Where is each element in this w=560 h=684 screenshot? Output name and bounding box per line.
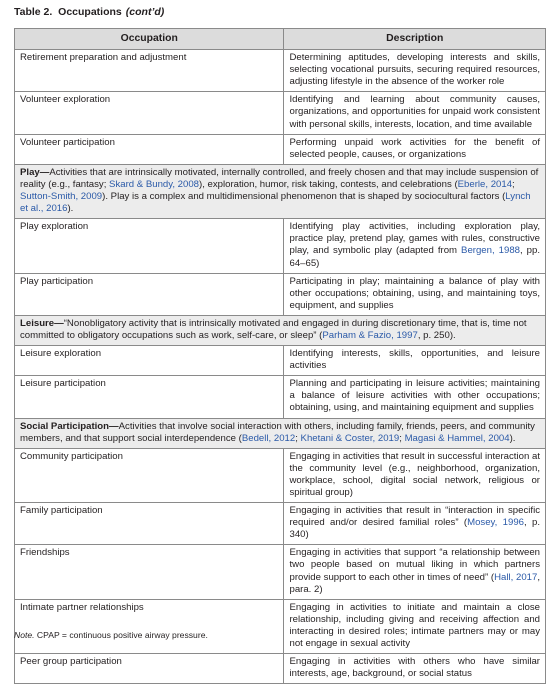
occupation-cell: Leisure exploration (15, 346, 284, 376)
table-row (15, 50, 546, 92)
occupation-cell: Peer group participation (15, 654, 284, 684)
occupation-cell: Volunteer exploration (15, 92, 284, 134)
table-row (15, 503, 546, 545)
description-cell: Engaging in activities that result in successful interaction at the community level (e.g., neighborhood, organization, workplace, school, digital social network, religious or spiritual group) (284, 448, 546, 502)
description-cell: Engaging in activities that support “a relationship between two people based on mutual liking in which partners provide support to each other in times of need” (Hall, 2017, para. 2) (284, 545, 546, 599)
occupation-cell: Play participation (15, 273, 284, 315)
description-header: Description (284, 29, 546, 50)
table-row (15, 346, 546, 376)
description-cell: Engaging in activities with others who have similar interests, age, background, or social status (284, 654, 546, 684)
citation-link[interactable]: Sutton-Smith, 2009 (20, 191, 103, 203)
description-cell: Identifying play activities, including exploration play, practice play, pretend play, games with rules, constructive play, and symbolic play (adapted from Bergen, 1988, pp. 64–65) (284, 219, 546, 273)
description-cell: Engaging in activities that result in “interaction in specific required and/or desired familial roles” (Mosey, 1996, p. 340) (284, 503, 546, 545)
description-cell: Performing unpaid work activities for the benefit of selected people, causes, or organizations (284, 134, 546, 164)
header-row (15, 29, 546, 50)
table-row (15, 273, 546, 315)
note-text: CPAP = continuous positive airway pressure. (34, 630, 208, 640)
occupation-cell: Play exploration (15, 219, 284, 273)
occupation-cell: Leisure participation (15, 376, 284, 418)
occupation-cell: Volunteer participation (15, 134, 284, 164)
occupation-cell: Community participation (15, 448, 284, 502)
table-note (14, 630, 208, 640)
table-caption (14, 6, 164, 18)
section-leisure-label: Leisure— (20, 317, 64, 329)
citation-link[interactable]: Mosey, 1996 (467, 517, 524, 529)
table-row (15, 599, 546, 653)
description-cell: Identifying and learning about community causes, organizations, and opportunities for unpaid work consistent with personal skills, interests, location, and time available (284, 92, 546, 134)
table-row (15, 376, 546, 418)
citation-link[interactable]: Hall, 2017 (494, 571, 538, 583)
section-social-text: Social Participation—Activities that involve social interaction with others, including family, friends, peers, and community members, and that support social interdependence (Bedell, 2012; Khetani & Coster, 2019; Magasi & Hammel, 2004). (15, 418, 546, 448)
occupations-table (14, 28, 546, 684)
occupation-cell: Intimate partner relationships (15, 599, 284, 653)
caption-label: Table 2. (14, 6, 53, 18)
table-row (15, 654, 546, 684)
section-play-text: Play—Activities that are intrinsically motivated, internally controlled, and freely chosen and that may include suspension of reality (e.g., fantasy; Skard & Bundy, 2008), exploration, humor, risk taking, contests, and celebrations (Eberle, 2014; Sutton-Smith, 2009). Play is a complex and multidimensional phenomenon that is shaped by sociocultural factors (Lynch et al., 2016). (15, 164, 546, 218)
citation-link[interactable]: Bedell, 2012 (241, 432, 296, 444)
description-cell: Participating in play; maintaining a balance of play with other occupations; obtaining, using, and maintaining toys, equipment, and supplies (284, 273, 546, 315)
description-cell: Planning and participating in leisure activities; maintaining a balance of leisure activities with other occupations; obtaining, using, and maintaining equipment and supplies (284, 376, 546, 418)
citation-link[interactable]: Eberle, 2014 (457, 178, 513, 190)
note-label: Note. (14, 630, 35, 640)
table-row (15, 448, 546, 502)
section-play-label: Play— (20, 166, 50, 178)
citation-link[interactable]: Skard & Bundy, 2008 (109, 178, 200, 190)
section-row-play (15, 164, 546, 218)
table-row (15, 219, 546, 273)
table-row (15, 134, 546, 164)
description-cell: Identifying interests, skills, opportunities, and leisure activities (284, 346, 546, 376)
caption-title: Occupations (58, 6, 122, 18)
citation-link[interactable]: Khetani & Coster, 2019 (300, 432, 400, 444)
citation-link[interactable]: Bergen, 1988 (461, 245, 520, 257)
occupation-header: Occupation (15, 29, 284, 50)
table-row (15, 92, 546, 134)
section-leisure-text: Leisure—“Nonobligatory activity that is intrinsically motivated and engaged in during discretionary time, that is, time not committed to obligatory occupations such as work, self-care, or sleep” (Parham & Fazio, 1997, p. 250). (15, 315, 546, 345)
occupation-cell: Friendships (15, 545, 284, 599)
caption-continued: (cont’d) (125, 6, 165, 18)
occupation-cell: Retirement preparation and adjustment (15, 50, 284, 92)
table-row (15, 545, 546, 599)
description-cell: Determining aptitudes, developing interests and skills, selecting vocational pursuits, securing required resources, adjusting lifestyle in the absence of the worker role (284, 50, 546, 92)
section-row-social-participation (15, 418, 546, 448)
citation-link[interactable]: Magasi & Hammel, 2004 (404, 432, 510, 444)
section-social-label: Social Participation— (20, 420, 119, 432)
section-row-leisure (15, 315, 546, 345)
description-cell: Engaging in activities to initiate and maintain a close relationship, including giving and receiving affection and interacting in desired roles; intimate partners may or may not engage in sexual activity (284, 599, 546, 653)
citation-link[interactable]: Lynch et al., 2016 (20, 191, 531, 215)
citation-link[interactable]: Parham & Fazio, 1997 (322, 329, 418, 341)
occupation-cell: Family participation (15, 503, 284, 545)
